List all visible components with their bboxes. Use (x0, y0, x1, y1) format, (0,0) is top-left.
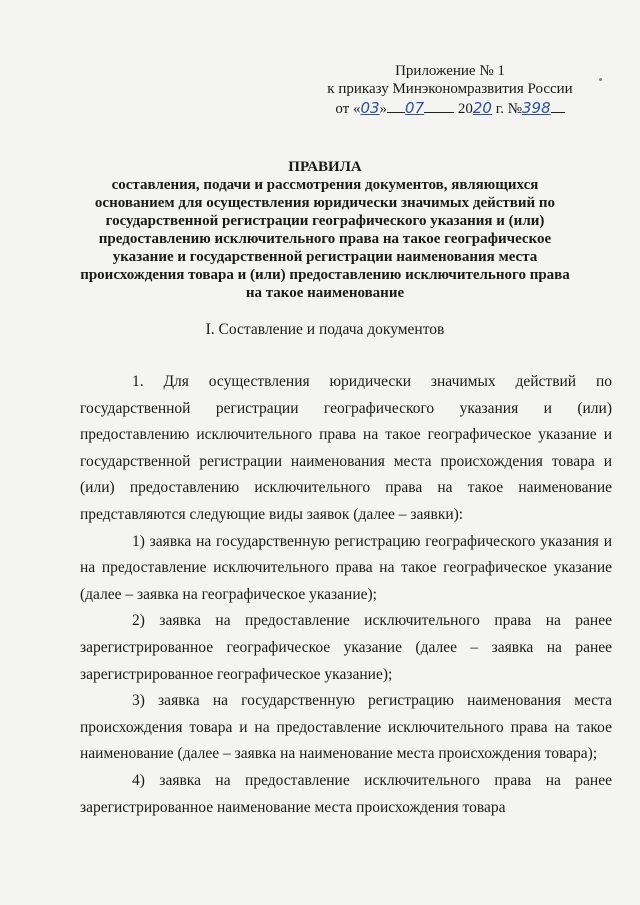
blank-line (424, 98, 454, 113)
year-prefix: 20 (457, 101, 473, 117)
paragraph: 1. Для осуществления юридически значимых действий по государственной регистрации географического указания и (или) предоставлению исключительного права на такое географическое указание и государственной регистрации наименования места происхождения товара и (или) предоставлению исключительного права на такое наименование представляются следующие виды заявок (далее – заявки): (80, 373, 612, 523)
handwritten-day: 03 (360, 99, 380, 117)
title-subtitle: составления, подачи и рассмотрения документов, являющихся основанием для осуществления юридически значимых действий по государственной регистрации географического указания и (или) предоставлению исключительного права на такое географическое указание и государственной регистрации наименования места происхождения товара и (или) предоставлению исключительного права на такое наименование (80, 177, 570, 301)
list-item: 3) заявка на государственную регистрацию наименования места происхождения товара и на предоставление исключительного права на такое наименование (далее – заявка на наименование места происхождения товара); (80, 692, 612, 763)
document-body (80, 369, 612, 821)
blank-line (387, 98, 405, 113)
title-heading: ПРАВИЛА (288, 159, 362, 175)
number-prefix: г. № (495, 101, 523, 117)
appendix-order-ref: к приказу Минэкономразвития России (327, 81, 573, 97)
list-item: 4) заявка на предоставление исключительного права на ранее зарегистрированное наименование места происхождения товара (80, 771, 612, 816)
document-title (80, 158, 570, 302)
blank-line (551, 98, 565, 113)
appendix-block (300, 62, 600, 118)
date-mid: » (379, 101, 388, 117)
handwritten-month: 07 (405, 99, 425, 117)
handwritten-number: 398 (522, 99, 551, 117)
date-prefix: от « (335, 101, 361, 117)
appendix-title: Приложение № 1 (395, 63, 505, 79)
section-heading: I. Составление и подача документов (205, 321, 445, 338)
list-item: 1) заявка на государственную регистрацию географического указания и на предоставление исключительного права на такое географическое указание (далее – заявка на географическое указание); (80, 532, 612, 603)
list-item: 2) заявка на предоставление исключительного права на ранее зарегистрированное географическое указание (далее – заявка на ранее зарегистрированное географическое указание); (80, 612, 612, 683)
scan-dot (599, 78, 602, 81)
handwritten-year: 20 (472, 99, 492, 117)
appendix-dateline (300, 98, 600, 118)
